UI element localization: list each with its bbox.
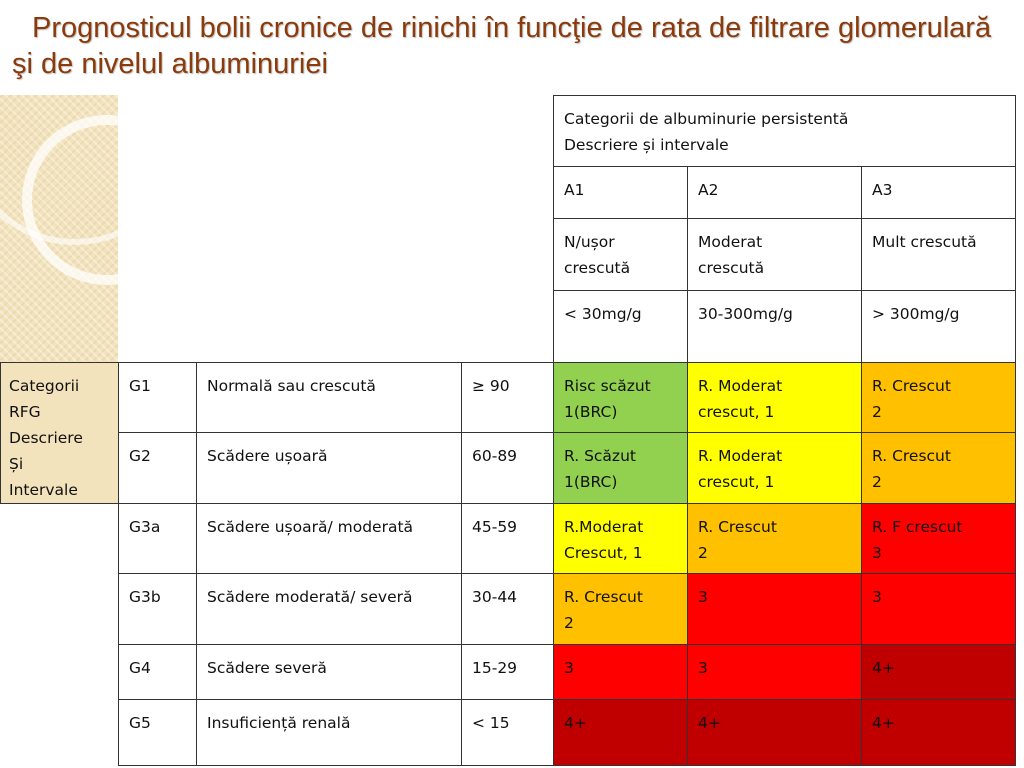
- gfr-description: Normală sau crescută: [197, 363, 462, 433]
- risk-cell: 3: [688, 574, 862, 645]
- risk-cell: 3: [862, 574, 1016, 645]
- gfr-description: Scădere ușoară: [197, 433, 462, 504]
- albuminuria-header: Categorii de albuminurie persistentă Descriere și intervale: [554, 96, 1016, 167]
- risk-cell: 3: [688, 645, 862, 700]
- table-row-g1: [1, 363, 1016, 433]
- left-blank-area: [1, 504, 119, 766]
- risk-cell: 4+: [862, 700, 1016, 766]
- risk-cell: Risc scăzut 1(BRC): [554, 363, 688, 433]
- gfr-code: G4: [119, 645, 197, 700]
- risk-cell: R. Crescut 2: [862, 363, 1016, 433]
- slide-title: [12, 10, 1012, 82]
- gfr-description: Insuficiență renală: [197, 700, 462, 766]
- albuminuria-desc-a1: N/ușor crescută: [554, 219, 688, 291]
- risk-cell: R. Scăzut 1(BRC): [554, 433, 688, 504]
- risk-cell: 4+: [688, 700, 862, 766]
- albuminuria-range-a1: < 30mg/g: [554, 291, 688, 363]
- table-row-g3b: [1, 574, 1016, 645]
- gfr-range: ≥ 90: [462, 363, 554, 433]
- risk-cell: R. Moderat crescut, 1: [688, 433, 862, 504]
- risk-cell: 3: [554, 645, 688, 700]
- albuminuria-desc-a2: Moderat crescută: [688, 219, 862, 291]
- albuminuria-range-a2: 30-300mg/g: [688, 291, 862, 363]
- risk-cell: 4+: [862, 645, 1016, 700]
- table-row-g5: [1, 700, 1016, 766]
- albuminuria-code-a2: A2: [688, 167, 862, 219]
- albuminuria-range-a3: > 300mg/g: [862, 291, 1016, 363]
- gfr-code: G3a: [119, 504, 197, 574]
- gfr-code: G1: [119, 363, 197, 433]
- risk-cell: 4+: [554, 700, 688, 766]
- gfr-range: 45-59: [462, 504, 554, 574]
- risk-cell: R. Crescut 2: [688, 504, 862, 574]
- table-row-g3a: [1, 504, 1016, 574]
- albuminuria-desc-a3: Mult crescută: [862, 219, 1016, 291]
- slide-title-text: Prognosticul bolii cronice de rinichi în funcţie de rata de filtrare glomerulară şi de nivelul albuminuriei: [12, 12, 992, 80]
- gfr-range: < 15: [462, 700, 554, 766]
- gfr-range: 15-29: [462, 645, 554, 700]
- risk-cell: R.Moderat Crescut, 1: [554, 504, 688, 574]
- header-blank-area: [1, 96, 554, 363]
- table-row-g4: [1, 645, 1016, 700]
- gfr-range: 30-44: [462, 574, 554, 645]
- risk-cell: R. Crescut 2: [554, 574, 688, 645]
- gfr-code: G2: [119, 433, 197, 504]
- risk-cell: R. Moderat crescut, 1: [688, 363, 862, 433]
- risk-cell: R. F crescut 3: [862, 504, 1016, 574]
- rfg-category-label: Categorii RFG Descriere Și Intervale: [1, 363, 119, 504]
- gfr-description: Scădere moderată/ severă: [197, 574, 462, 645]
- albuminuria-code-a3: A3: [862, 167, 1016, 219]
- table-row-g2: [1, 433, 1016, 504]
- albuminuria-code-a1: A1: [554, 167, 688, 219]
- prognosis-table: [0, 95, 1016, 766]
- gfr-description: Scădere severă: [197, 645, 462, 700]
- gfr-code: G3b: [119, 574, 197, 645]
- gfr-range: 60-89: [462, 433, 554, 504]
- risk-cell: R. Crescut 2: [862, 433, 1016, 504]
- gfr-code: G5: [119, 700, 197, 766]
- gfr-description: Scădere ușoară/ moderată: [197, 504, 462, 574]
